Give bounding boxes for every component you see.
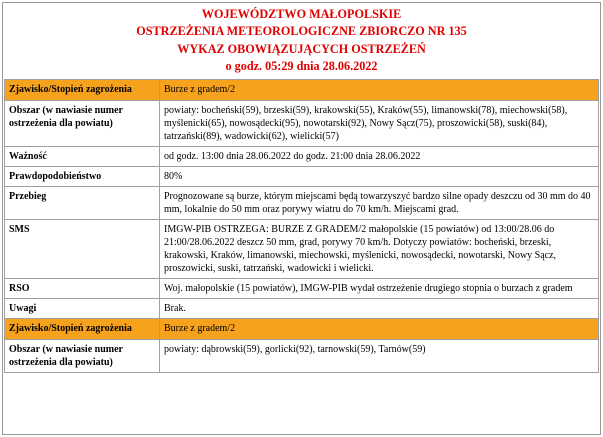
course-value: Prognozowane są burze, którym miejscami będą towarzyszyć bardzo silne opady deszczu od 30 mm do 40 mm, lokalnie do 50 mm oraz porywy wiatru do 70 km/h. Miejscami grad. bbox=[160, 187, 599, 220]
area-row-2 bbox=[5, 340, 599, 373]
area-value: powiaty: bocheński(59), brzeski(59), krakowski(55), Kraków(55), limanowski(78), miechowski(58), myślenicki(65), nowosądecki(95), nowotarski(92), Nowy Sącz(75), proszowicki(58), suski(84), tatrzański(89), wadowicki(62), wielicki(57) bbox=[160, 101, 599, 147]
warnings-table bbox=[4, 79, 599, 373]
probability-label: Prawdopodobieństwo bbox=[5, 167, 160, 187]
sms-value: IMGW-PIB OSTRZEGA: BURZE Z GRADEM/2 małopolskie (15 powiatów) od 13:00/28.06 do 21:00/28.06.2022 deszcz 50 mm, grad, porywy 70 km/h. Dotyczy powiatów: bocheński, brzeski, krakowski, Kraków, limanowski, miechowski, myślenicki, nowosądecki, nowotarski, Nowy Sącz, proszowicki, suski, tatrzański, wadowicki i wielicki. bbox=[160, 220, 599, 279]
hazard-row-2 bbox=[5, 319, 599, 340]
course-label: Przebieg bbox=[5, 187, 160, 220]
remarks-label: Uwagi bbox=[5, 299, 160, 319]
area-label: Obszar (w nawiasie numer ostrzeżenia dla powiatu) bbox=[5, 101, 160, 147]
hazard-value: Burze z gradem/2 bbox=[160, 80, 599, 101]
hazard-label: Zjawisko/Stopień zagrożenia bbox=[5, 80, 160, 101]
area-value-2: powiaty: dąbrowski(59), gorlicki(92), tarnowski(59), Tarnów(59) bbox=[160, 340, 599, 373]
course-row bbox=[5, 187, 599, 220]
area-row bbox=[5, 101, 599, 147]
header-subtitle: WYKAZ OBOWIĄZUJĄCYCH OSTRZEŻEŃ bbox=[177, 41, 426, 56]
header-title: OSTRZEŻENIA METEOROLOGICZNE ZBIORCZO NR 135 bbox=[136, 24, 467, 39]
validity-label: Ważność bbox=[5, 147, 160, 167]
hazard-value-2: Burze z gradem/2 bbox=[160, 319, 599, 340]
remarks-row bbox=[5, 299, 599, 319]
validity-value: od godz. 13:00 dnia 28.06.2022 do godz. 21:00 dnia 28.06.2022 bbox=[160, 147, 599, 167]
warnings-document bbox=[2, 2, 601, 435]
rso-label: RSO bbox=[5, 279, 160, 299]
sms-row bbox=[5, 220, 599, 279]
probability-row bbox=[5, 167, 599, 187]
header-region: WOJEWÓDZTWO MAŁOPOLSKIE bbox=[201, 7, 402, 21]
hazard-row bbox=[5, 80, 599, 101]
document-header bbox=[3, 3, 600, 79]
rso-value: Woj. małopolskie (15 powiatów), IMGW-PIB wydał ostrzeżenie drugiego stopnia o burzach z gradem bbox=[160, 279, 599, 299]
remarks-value: Brak. bbox=[160, 299, 599, 319]
validity-row bbox=[5, 147, 599, 167]
probability-value: 80% bbox=[160, 167, 599, 187]
header-timestamp: o godz. 05:29 dnia 28.06.2022 bbox=[225, 58, 378, 73]
rso-row bbox=[5, 279, 599, 299]
hazard-label-2: Zjawisko/Stopień zagrożenia bbox=[5, 319, 160, 340]
area-label-2: Obszar (w nawiasie numer ostrzeżenia dla powiatu) bbox=[5, 340, 160, 373]
sms-label: SMS bbox=[5, 220, 160, 279]
